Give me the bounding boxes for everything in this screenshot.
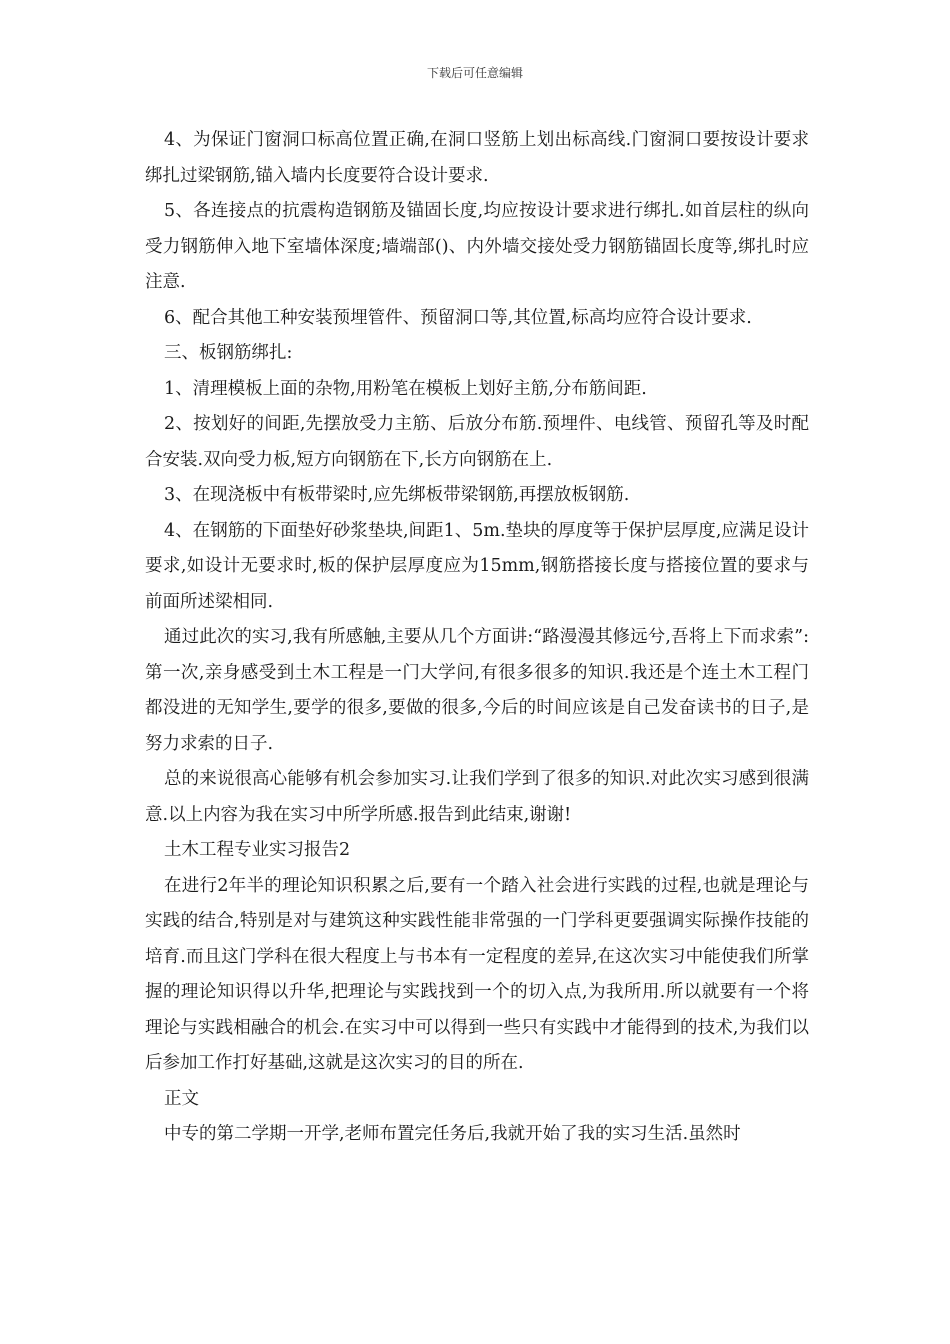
section-heading-main-text: 正文 [164, 1088, 199, 1109]
paragraph-seismic-anchorage: 5、各连接点的抗震构造钢筋及锚固长度,均应按设计要求进行绑扎.如首层柱的纵向受力钢筋伸入地下室墙体深度;墙端部()、内外墙交接处受力钢筋锚固长度等,绑扎时应注意. [145, 201, 809, 292]
paragraph-reflection: 通过此次的实习,我有所感触,主要从几个方面讲:“路漫漫其修远兮,吾将上下而求索”:第一次,亲身感受到土木工程是一门大学问,有很多很多的知识.我还是个连土木工程门都没进的无知学生,要学的很多,要做的很多,今后的时间应该是自己发奋读书的日子,是努力求索的日子. [145, 627, 809, 754]
paragraph-mortar-pads: 4、在钢筋的下面垫好砂浆垫块,间距1、5m.垫块的厚度等于保护层厚度,应满足设计要求,如设计无要求时,板的保护层厚度应为15mm,钢筋搭接长度与搭接位置的要求与前面所述梁相同. [145, 520, 809, 612]
paragraph-start-internship: 中专的第二学期一开学,老师布置完任务后,我就开始了我的实习生活.虽然时 [164, 1124, 741, 1144]
report-title-2: 土木工程专业实习报告2 [164, 840, 351, 860]
paragraph-introduction: 在进行2年半的理论知识积累之后,要有一个踏入社会进行实践的过程,也就是理论与实践的结合,特别是对与建筑这种实践性能非常强的一门学科更要强调实际操作技能的培育.而且这门学科在很大程度上与书本有一定程度的差异,在这次实习中能使我们所掌握的理论知识得以升华,把理论与实践找到一个的切入点,为我所用.所以就要有一个将理论与实践相融合的机会.在实习中可以得到一些只有实践中才能得到的技术,为我们以后参加工作打好基础,这就是这次实习的目的所在. [145, 875, 809, 1073]
paragraph-clean-formwork: 1、清理模板上面的杂物,用粉笔在模板上划好主筋,分布筋间距. [164, 378, 647, 399]
paragraph-embedded-parts: 6、配合其他工种安装预埋管件、预留洞口等,其位置,标高均应符合设计要求. [164, 307, 752, 328]
paragraph-slab-beam: 3、在现浇板中有板带梁时,应先绑板带梁钢筋,再摆放板钢筋. [164, 485, 630, 505]
document-body [145, 123, 809, 1153]
paragraph-rebar-spacing: 2、按划好的间距,先摆放受力主筋、后放分布筋.预埋件、电线管、预留孔等及时配合安装.双向受力板,短方向钢筋在下,长方向钢筋在上. [145, 414, 809, 470]
paragraph-conclusion: 总的来说很高心能够有机会参加实习.让我们学到了很多的知识.对此次实习感到很满意.以上内容为我在实习中所学所感.报告到此结束,谢谢! [145, 769, 809, 825]
page-header: 下载后可任意编辑 [426, 66, 523, 80]
section-heading-slab-rebar: 三、板钢筋绑扎: [164, 343, 293, 363]
paragraph-wall-opening: 4、为保证门窗洞口标高位置正确,在洞口竖筋上划出标高线.门窗洞口要按设计要求绑扎过梁钢筋,锚入墙内长度要符合设计要求. [145, 130, 809, 186]
